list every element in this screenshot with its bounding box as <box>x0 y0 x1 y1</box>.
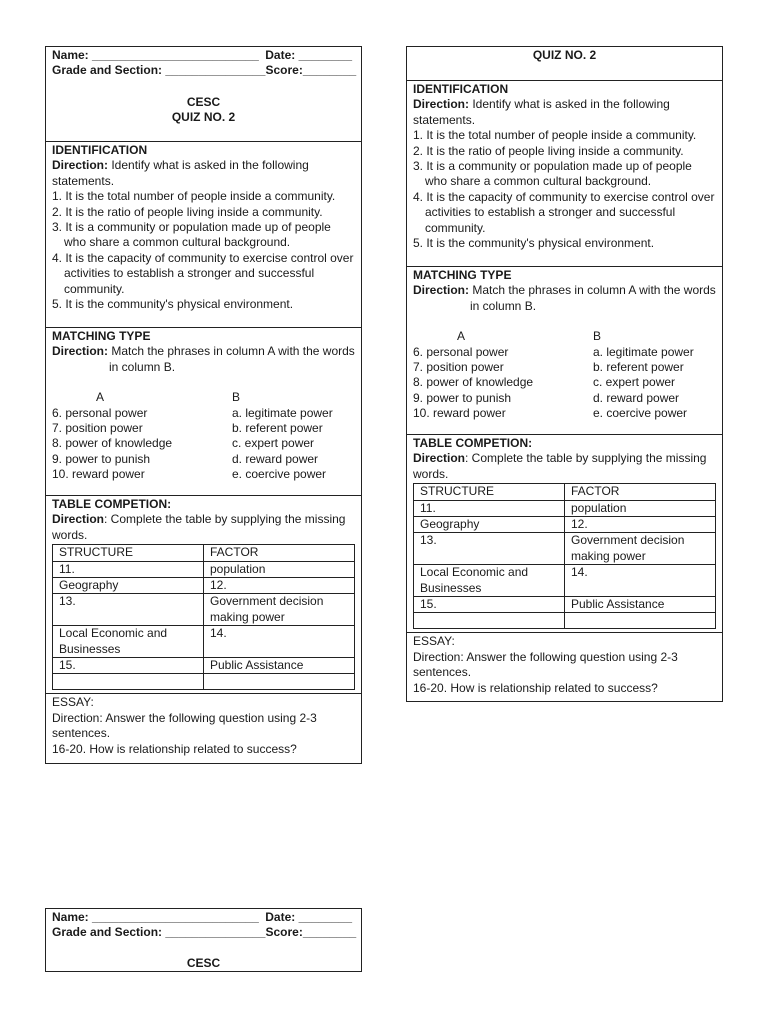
date-field[interactable]: Date: ________ <box>265 910 352 924</box>
table-completion-title: TABLE COMPETION: <box>52 497 172 511</box>
quiz-card-left <box>45 46 362 764</box>
table-row <box>53 674 355 690</box>
list-item: 3. It is a community or population made up of people who share a common cultural background. <box>413 159 692 189</box>
table-row: Geography 12. <box>53 578 355 594</box>
identification-title: IDENTIFICATION <box>52 143 148 157</box>
table-completion-section <box>46 496 361 694</box>
matching-section <box>46 328 361 496</box>
matching-row: 7. position power b. referent power <box>52 421 323 436</box>
matching-row: 9. power to punish d. reward power <box>52 451 319 466</box>
essay-question: 16-20. How is relationship related to success? <box>52 741 297 756</box>
completion-table <box>52 544 355 690</box>
essay-section <box>46 693 361 761</box>
quiz-header <box>46 47 361 142</box>
list-item: 4. It is the capacity of community to exercise control over activities to establish a stronger and successful community. <box>52 250 354 296</box>
essay-title: ESSAY: <box>413 634 455 649</box>
list-item: 2. It is the ratio of people living inside a community. <box>413 143 684 158</box>
identification-direction: Direction: Identify what is asked in the following statements. <box>52 158 309 188</box>
quiz-title: QUIZ NO. 2 <box>171 110 236 125</box>
identification-list <box>52 189 355 312</box>
matching-title: MATCHING TYPE <box>413 268 512 282</box>
quiz-header <box>407 47 722 81</box>
matching-row: 10. reward power e. coercive power <box>413 406 688 421</box>
table-row: 11. population <box>53 561 355 577</box>
table-row: 15. Public Assistance <box>53 658 355 674</box>
essay-title: ESSAY: <box>52 695 94 710</box>
identification-section <box>46 142 361 328</box>
table-header-row: STRUCTURE FACTOR <box>53 545 355 561</box>
table-completion-direction: Direction: Complete the table by supplying the missing words. <box>413 451 707 481</box>
matching-row: 7. position power b. referent power <box>413 360 684 375</box>
column-b-header: B <box>593 329 602 344</box>
matching-section <box>407 267 722 435</box>
table-completion-title: TABLE COMPETION: <box>413 436 533 450</box>
identification-direction: Direction: Identify what is asked in the following statements. <box>413 97 670 127</box>
table-row: 11. population <box>414 500 716 516</box>
subject-title: CESC <box>186 94 221 109</box>
quiz-card-bottom <box>45 908 362 972</box>
quiz-title: QUIZ NO. 2 <box>532 48 597 62</box>
completion-table <box>413 483 716 629</box>
matching-direction: Direction: Match the phrases in column A with the words in column B. <box>52 344 355 374</box>
matching-title: MATCHING TYPE <box>52 329 151 343</box>
score-field[interactable]: Score:________ <box>265 63 357 78</box>
date-field[interactable]: Date: ________ <box>265 48 352 62</box>
table-row: Geography 12. <box>414 517 716 533</box>
column-a-header: A <box>96 390 105 405</box>
table-row: 13. Government decision making power <box>414 533 716 565</box>
grade-section-field[interactable]: Grade and Section: _______________ <box>52 63 266 78</box>
list-item: 3. It is a community or population made up of people who share a common cultural background. <box>52 220 331 250</box>
list-item: 2. It is the ratio of people living inside a community. <box>52 204 323 219</box>
identification-section <box>407 81 722 267</box>
table-row: 13. Government decision making power <box>53 594 355 626</box>
matching-direction: Direction: Match the phrases in column A with the words in column B. <box>413 283 716 313</box>
table-completion-section <box>407 435 722 633</box>
column-b-header: B <box>232 390 241 405</box>
grade-section-field[interactable]: Grade and Section: _______________ <box>52 925 266 940</box>
column-a-header: A <box>457 329 466 344</box>
list-item: 5. It is the community's physical environment. <box>413 236 655 251</box>
essay-direction: Direction: Answer the following question using 2-3 sentences. <box>413 649 678 680</box>
table-row: 15. Public Assistance <box>414 597 716 613</box>
subject-title: CESC <box>186 955 221 970</box>
essay-section <box>407 632 722 700</box>
name-field[interactable]: Name: _________________________ <box>52 910 259 924</box>
table-row: Local Economic and Businesses 14. <box>53 626 355 658</box>
matching-row: 8. power of knowledge c. expert power <box>413 375 676 390</box>
list-item: 1. It is the total number of people inside a community. <box>413 128 697 143</box>
matching-row: 9. power to punish d. reward power <box>413 390 680 405</box>
essay-question: 16-20. How is relationship related to success? <box>413 680 658 695</box>
list-item: 5. It is the community's physical environment. <box>52 297 294 312</box>
matching-row: 8. power of knowledge c. expert power <box>52 436 315 451</box>
list-item: 1. It is the total number of people inside a community. <box>52 189 336 204</box>
identification-list <box>413 128 716 251</box>
quiz-card-right <box>406 46 723 702</box>
identification-title: IDENTIFICATION <box>413 82 509 96</box>
table-header-row: STRUCTURE FACTOR <box>414 484 716 500</box>
matching-row: 10. reward power e. coercive power <box>52 467 327 482</box>
table-row: Local Economic and Businesses 14. <box>414 565 716 597</box>
table-row <box>414 613 716 629</box>
name-field[interactable]: Name: _________________________ <box>52 48 259 62</box>
matching-row: 6. personal power a. legitimate power <box>413 344 694 359</box>
score-field[interactable]: Score:________ <box>265 925 357 940</box>
list-item: 4. It is the capacity of community to exercise control over activities to establish a stronger and successful community. <box>413 189 715 235</box>
table-completion-direction: Direction: Complete the table by supplying the missing words. <box>52 512 346 542</box>
essay-direction: Direction: Answer the following question using 2-3 sentences. <box>52 710 317 741</box>
matching-row: 6. personal power a. legitimate power <box>52 405 333 420</box>
quiz-header <box>46 909 361 975</box>
